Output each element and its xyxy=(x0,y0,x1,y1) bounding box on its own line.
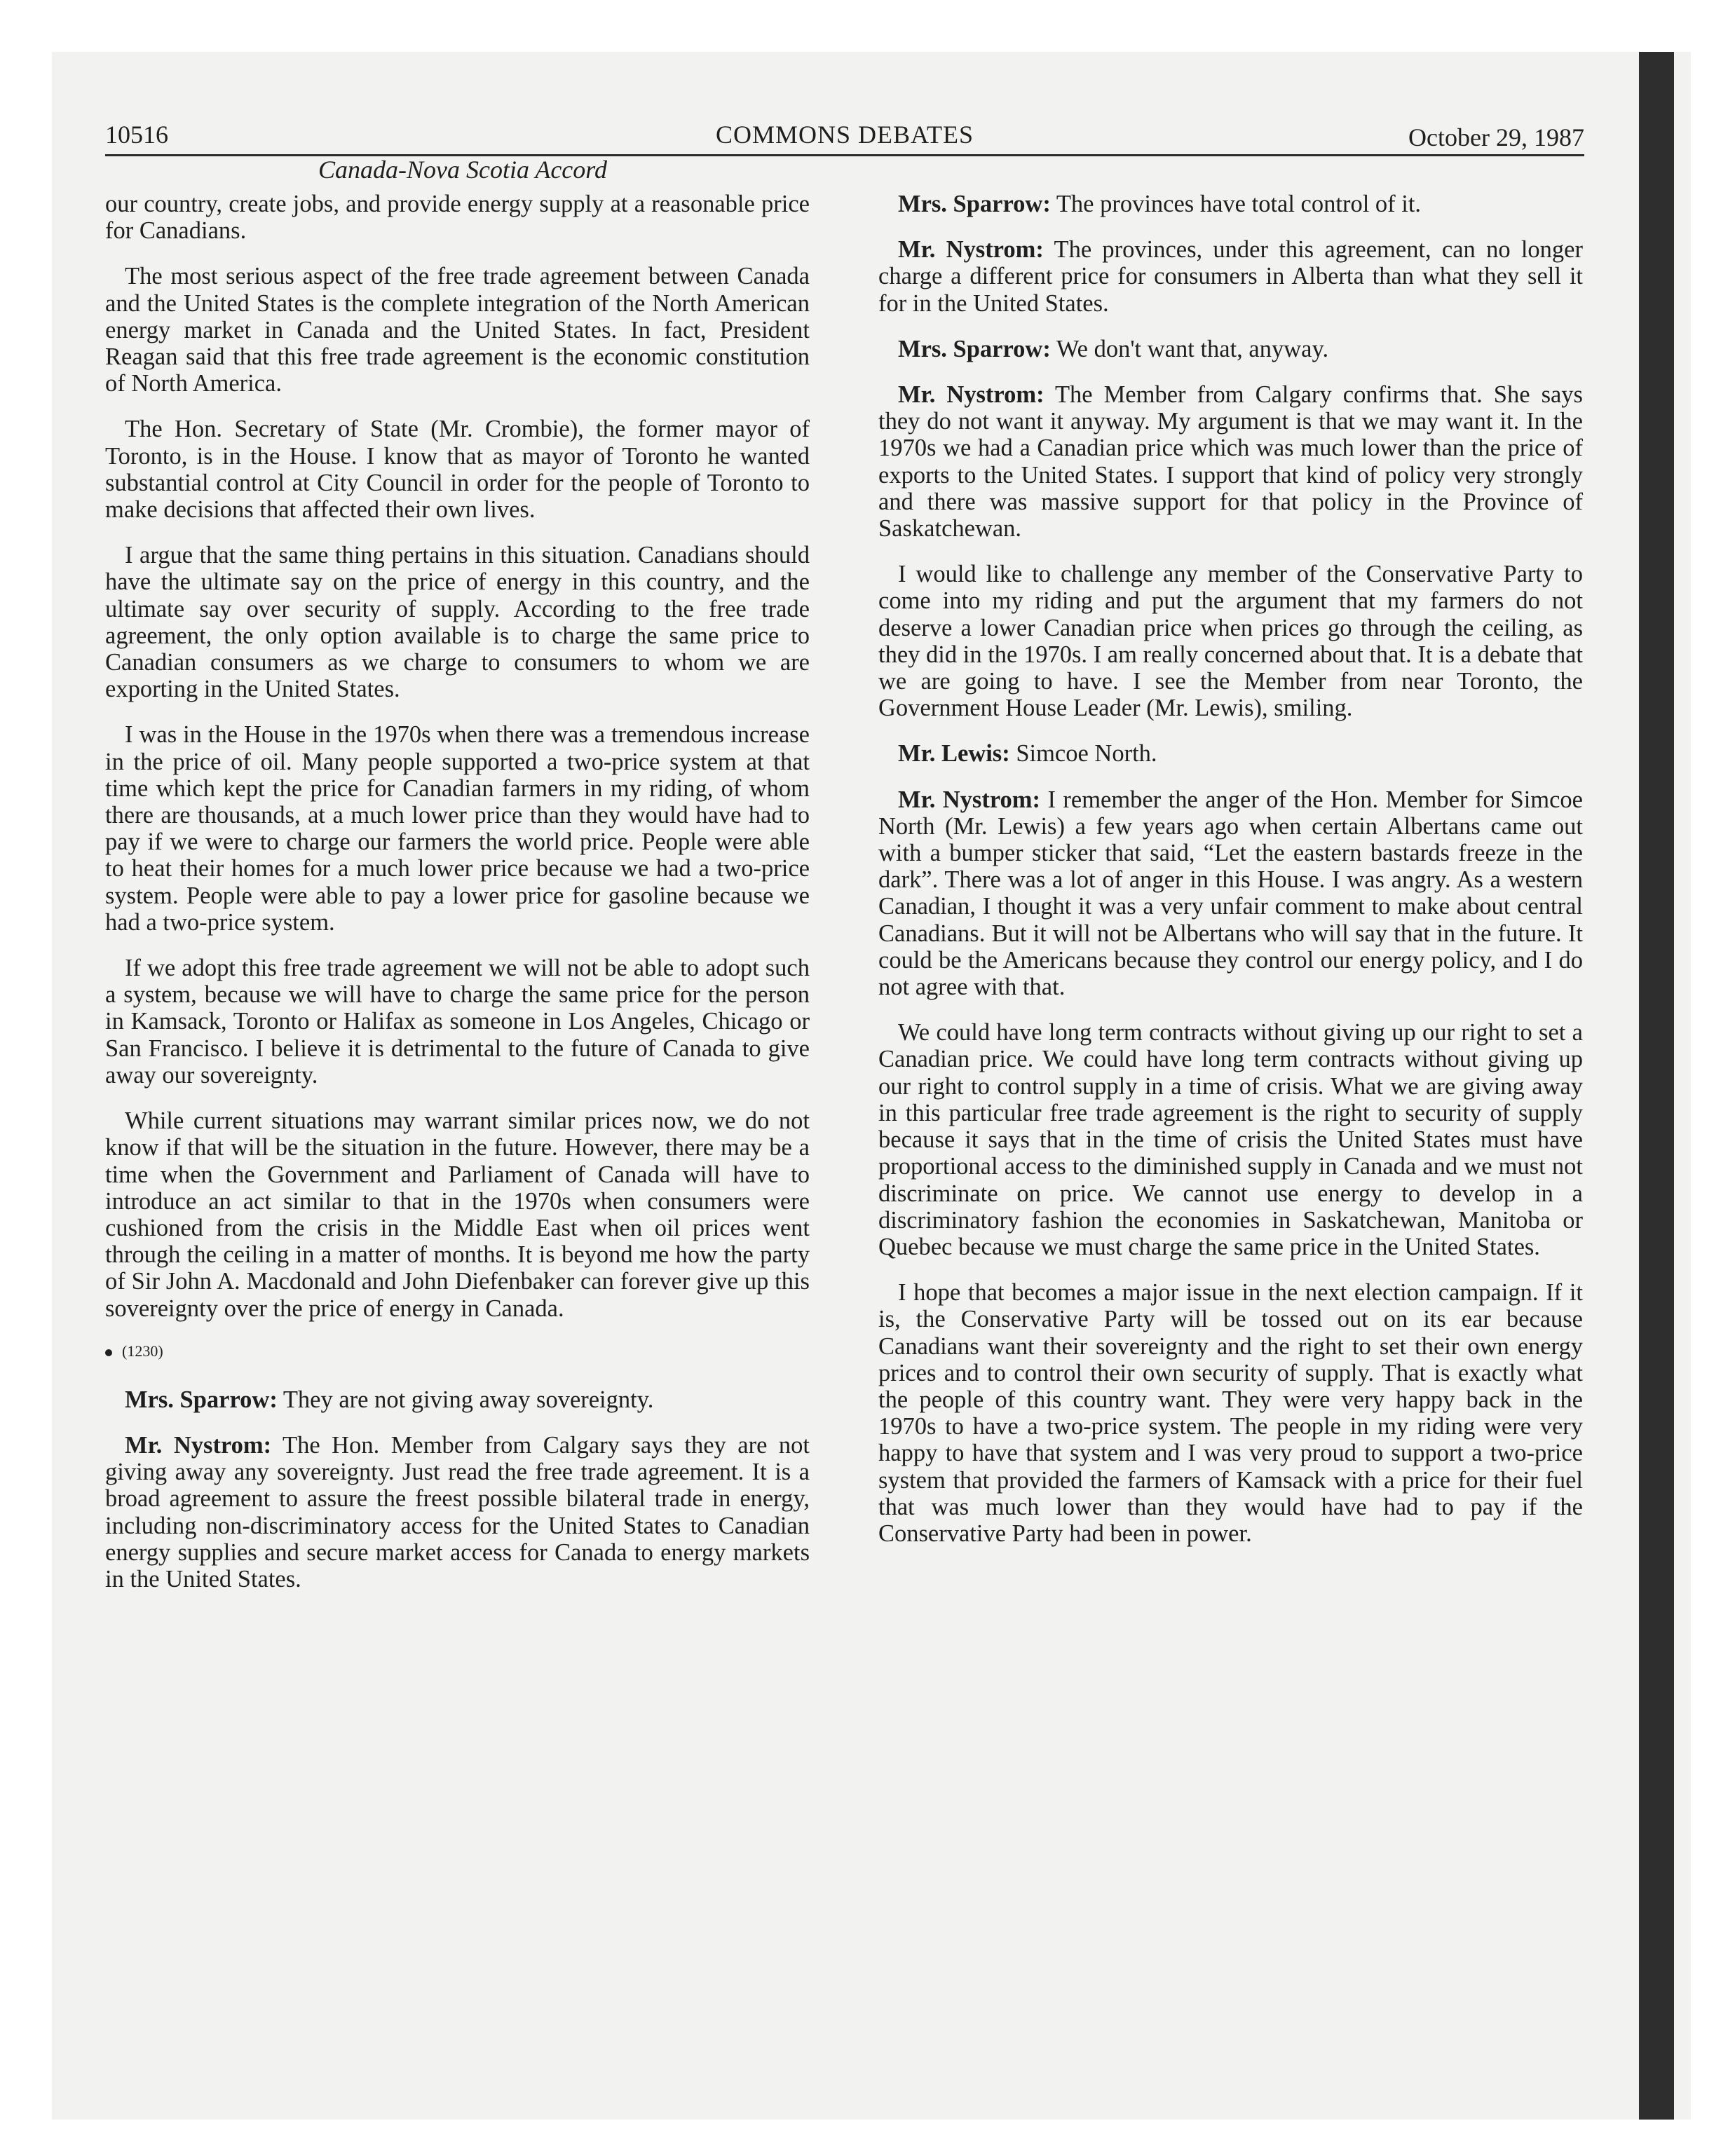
speech-text: The provinces, under this agreement, can no longer charge a different price for consumers in Alberta than what they sell it for in the United States. xyxy=(878,236,1583,317)
paragraph: our country, create jobs, and provide energy supply at a reasonable price for Canadians. xyxy=(105,191,810,245)
paragraph: If we adopt this free trade agreement we will not be able to adopt such a system, because we will have to charge the same price for the person in Kamsack, Toronto or Halifax as someone in Los Angeles, Chicago or San Francisco. I believe it is detrimental to the future of Canada to give away our sovereignty. xyxy=(105,955,810,1089)
page-header xyxy=(105,105,1584,156)
paragraph: The most serious aspect of the free trade agreement between Canada and the United States is the complete integration of the North American energy market in Canada and the United States. In fact, President Reagan said that this free trade agreement is the economic constitution of North America. xyxy=(105,263,810,397)
speaker-name: Mrs. Sparrow: xyxy=(898,335,1051,362)
speaker-name: Mr. Nystrom: xyxy=(898,236,1044,264)
speech-paragraph xyxy=(878,191,1583,217)
paragraph: We could have long term contracts without giving up our right to set a Canadian price. We could have long term contracts without giving up our right to control supply in a time of crisis. What we are giving away in this particular free trade agreement is the right to security of supply because it says that in the time of crisis the United States must have proportional access to the diminished supply in Canada and we must not discriminate on price. We cannot use energy to develop in a discriminatory fashion the economies in Saskatchewan, Manitoba or Quebec because we must charge the same price in the United States. xyxy=(878,1019,1583,1260)
speech-text: The Member from Calgary confirms that. She says they do not want it anyway. My argument is that we may want it. In the 1970s we had a Canadian price which was much lower than the price of exports to the United States. I support that kind of policy very strongly and there was massive support for that policy in the Province of Saskatchewan. xyxy=(878,381,1583,543)
bullet-icon xyxy=(105,1349,112,1356)
speech-text: The Hon. Member from Calgary says they are not giving away any sovereignty. Just read the free trade agreement. It is a broad agreement to assure the freest possible bilateral trade in energy, including non-discriminatory access for the United States to Canadian energy supplies and secure market access for Canada to energy markets in the United States. xyxy=(105,1431,810,1592)
page-number: 10516 xyxy=(105,121,168,149)
speech-paragraph xyxy=(105,1432,810,1592)
speech-paragraph xyxy=(878,236,1583,317)
speech-text: We don't want that, anyway. xyxy=(1050,335,1329,362)
scan-edge xyxy=(1639,52,1674,2120)
paragraph: While current situations may warrant similar prices now, we do not know if that will be the situation in the future. However, there may be a time when the Government and Parliament of Canada will have to introduce an act similar to that in the 1970s when consumers were cushioned from the crisis in the Middle East when oil prices went through the ceiling in a matter of months. It is beyond me how the party of Sir John A. Macdonald and John Diefenbaker can forever give up this sovereignty over the price of energy in Canada. xyxy=(105,1107,810,1322)
speech-paragraph xyxy=(878,786,1583,1001)
speech-text: They are not giving away sovereignty. xyxy=(277,1386,654,1413)
paragraph: I argue that the same thing pertains in this situation. Canadians should have the ultimate say on the price of energy in this country, and the ultimate say over security of supply. According to the free trade agreement, the only option available is to charge the same price to Canadian consumers as we charge to consumers to whom we are exporting in the United States. xyxy=(105,542,810,703)
section-subheading: Canada-Nova Scotia Accord xyxy=(318,156,607,184)
paragraph: I would like to challenge any member of the Conservative Party to come into my riding and put the argument that my farmers do not deserve a lower Canadian price when prices go through the ceiling, as they did in the 1970s. I am really concerned about that. It is a debate that we are going to have. I see the Member from near Toronto, the Government House Leader (Mr. Lewis), smiling. xyxy=(878,561,1583,722)
speech-paragraph xyxy=(878,740,1583,767)
time-marker xyxy=(105,1341,810,1362)
publication-date: October 29, 1987 xyxy=(1408,123,1584,151)
speech-paragraph xyxy=(878,381,1583,542)
right-column xyxy=(878,191,1583,1566)
speaker-name: Mr. Nystrom: xyxy=(125,1431,272,1459)
paragraph: I was in the House in the 1970s when there was a tremendous increase in the price of oil. Many people supported a two-price system at that time which kept the price for Canadian farmers in my riding, of whom there are thousands, at a much lower price than they would have had to pay if we were to charge our farmers the world price. People were able to heat their homes for a much lower price because we had a two-price system. People were able to pay a lower price for gasoline because we had a two-price system. xyxy=(105,721,810,936)
speech-text: Simcoe North. xyxy=(1009,740,1157,767)
speech-text: I remember the anger of the Hon. Member for Simcoe North (Mr. Lewis) a few years ago when certain Albertans came out with a bumper sticker that said, “Let the eastern bastards freeze in the dark”. There was a lot of anger in this House. I was angry. As a western Canadian, I thought it was a very unfair comment to make about central Canadians. But it will not be Albertans who will say that in the future. It could be the Americans because they control our energy policy, and I do not agree with that. xyxy=(878,786,1583,1001)
time-marker-text: (1230) xyxy=(122,1342,163,1360)
speaker-name: Mr. Lewis: xyxy=(898,740,1010,767)
speech-paragraph xyxy=(878,336,1583,362)
speech-paragraph xyxy=(105,1386,810,1413)
speech-text: The provinces have total control of it. xyxy=(1050,191,1422,217)
speaker-name: Mr. Nystrom: xyxy=(898,786,1041,813)
speaker-name: Mrs. Sparrow: xyxy=(898,191,1051,217)
paragraph: The Hon. Secretary of State (Mr. Crombie), the former mayor of Toronto, is in the House. I know that as mayor of Toronto he wanted substantial control at City Council in order for the people of Toronto to make decisions that affected their own lives. xyxy=(105,416,810,524)
paragraph: I hope that becomes a major issue in the next election campaign. If it is, the Conservative Party will be tossed out on its ear because Canadians want their sovereignty and the right to set their own energy prices and to control their own security of supply. That is exactly what the people of this country want. They were very happy back in the 1970s to have a two-price system. The people in my riding were very happy to have that system and I was very proud to support a two-price system that provided the farmers of Kamsack with a price for their fuel that was much lower than they would have had to pay if the Conservative Party had been in power. xyxy=(878,1279,1583,1547)
speaker-name: Mr. Nystrom: xyxy=(898,381,1045,409)
publication-title: COMMONS DEBATES xyxy=(715,121,974,149)
left-column xyxy=(105,191,810,1611)
speaker-name: Mrs. Sparrow: xyxy=(125,1386,278,1413)
